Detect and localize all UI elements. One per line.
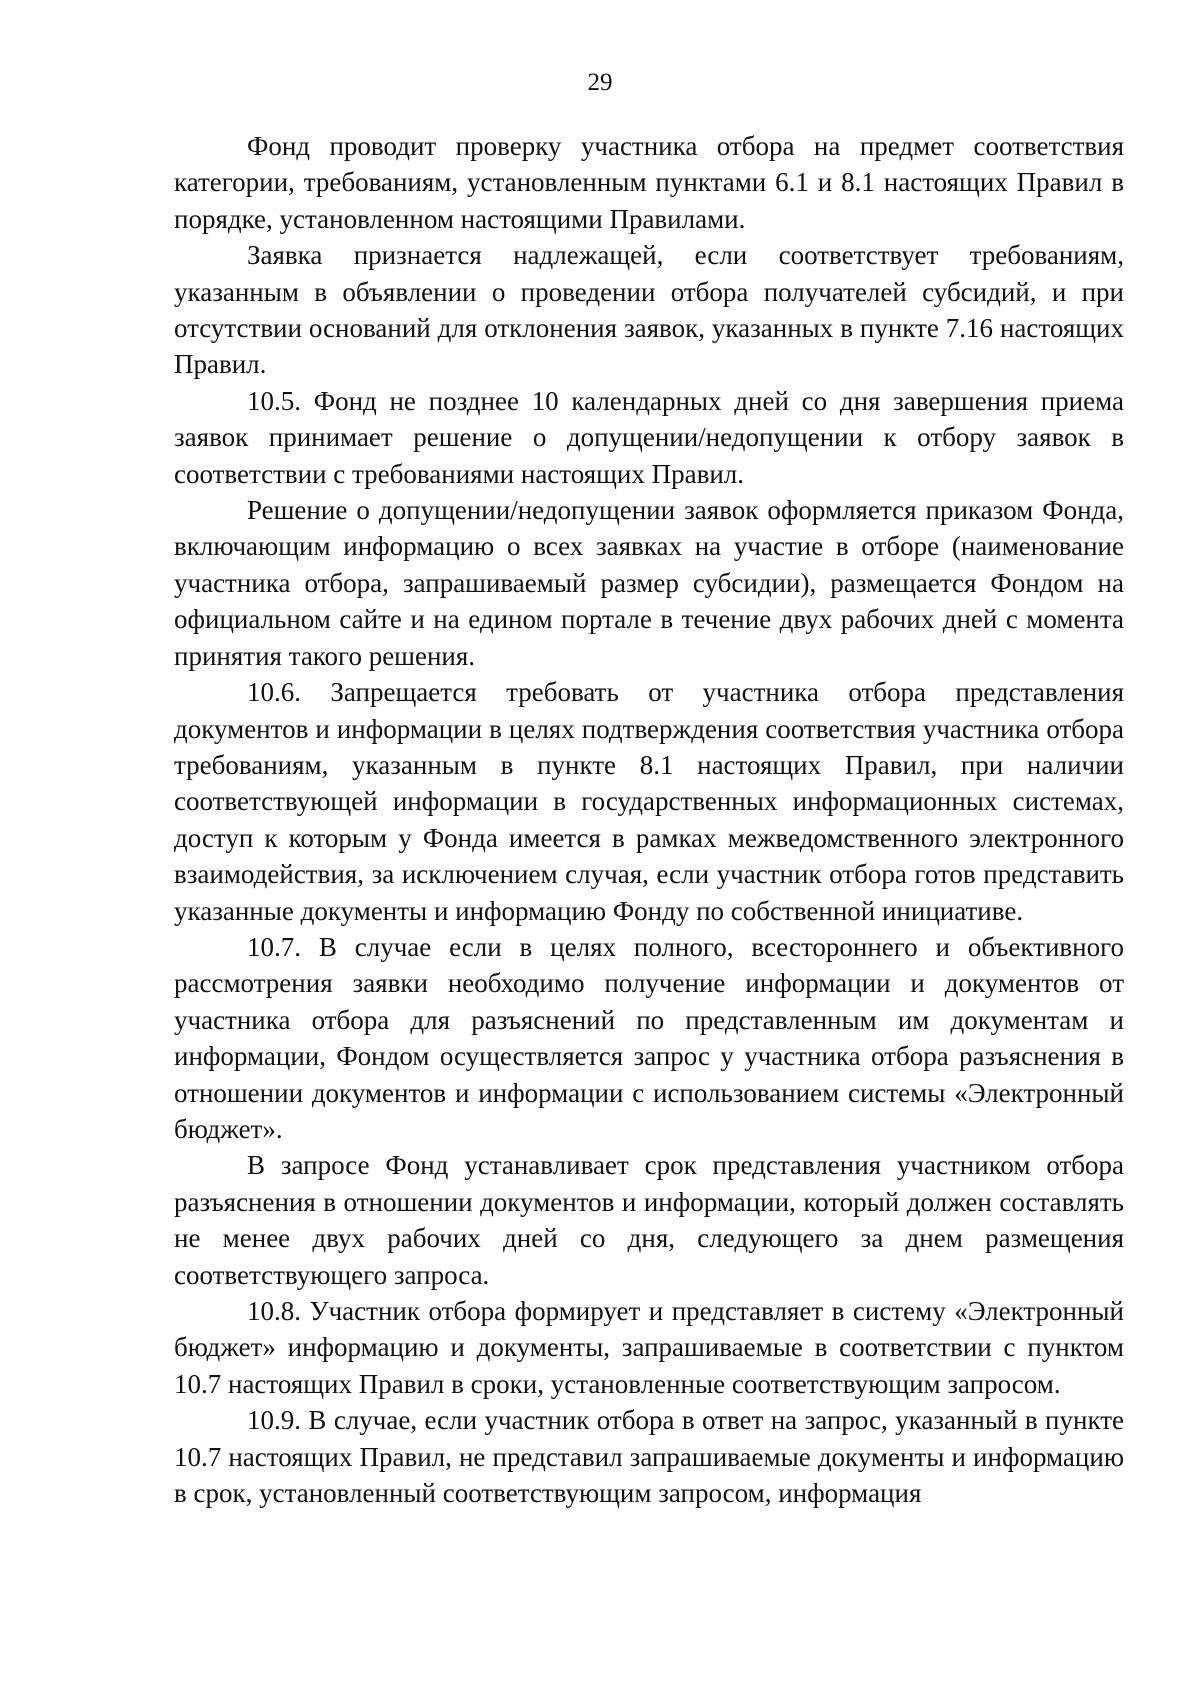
paragraph-10-5: 10.5. Фонд не позднее 10 календарных дней со дня завершения приема заявок принимает решение о допущении/недопущении к отбору заявок в соответствии с требованиями настоящих Правил. — [174, 385, 1124, 489]
paragraph-admission-decision: Решение о допущении/недопущении заявок оформляется приказом Фонда, включающим информацию о всех заявках на участие в отборе (наименование участника отбора, запрашиваемый размер субсидии), размещается Фондом на официальном сайте и на едином портале в течение двух рабочих дней с момента принятия такого решения. — [174, 495, 1124, 671]
document-body — [174, 128, 1124, 1511]
paragraph-10-9: 10.9. В случае, если участник отбора в ответ на запрос, указанный в пункте 10.7 настоящих Правил, не представил запрашиваемые документы и информацию в срок, установленный соответствующим запросом, информация — [174, 1405, 1124, 1509]
paragraph-10-8: 10.8. Участник отбора формирует и представляет в систему «Электронный бюджет» информацию и документы, запрашиваемые в соответствии с пунктом 10.7 настоящих Правил в сроки, установленные соответствующим запросом. — [174, 1296, 1124, 1399]
page-number: 29 — [587, 69, 613, 96]
paragraph-verification: Фонд проводит проверку участника отбора на предмет соответствия категории, требованиям, установленным пунктами 6.1 и 8.1 настоящих Правил в порядке, установленном настоящими Правилами. — [174, 131, 1124, 234]
paragraph-10-7: 10.7. В случае если в целях полного, всестороннего и объективного рассмотрения заявки необходимо получение информации и документов от участника отбора для разъяснений по представленным им документам и информации, Фондом осуществляется запрос у участника отбора разъяснения в отношении документов и информации с использованием системы «Электронный бюджет». — [174, 931, 1124, 1144]
paragraph-request-deadline: В запросе Фонд устанавливает срок представления участником отбора разъяснения в отношении документов и информации, который должен составлять не менее двух рабочих дней со дня, следующего за днем размещения соответствующего запроса. — [174, 1150, 1124, 1290]
paragraph-application-proper: Заявка признается надлежащей, если соответствует требованиям, указанным в объявлении о проведении отбора получателей субсидий, и при отсутствии оснований для отклонения заявок, указанных в пункте 7.16 настоящих Правил. — [174, 240, 1124, 380]
paragraph-10-6: 10.6. Запрещается требовать от участника отбора представления документов и информации в целях подтверждения соответствия участника отбора требованиям, указанным в пункте 8.1 настоящих Правил, при наличии соответствующей информации в государственных информационных системах, доступ к которым у Фонда имеется в рамках межведомственного электронного взаимодействия, за исключением случая, если участник отбора готов представить указанные документы и информацию Фонду по собственной инициативе. — [174, 677, 1124, 926]
